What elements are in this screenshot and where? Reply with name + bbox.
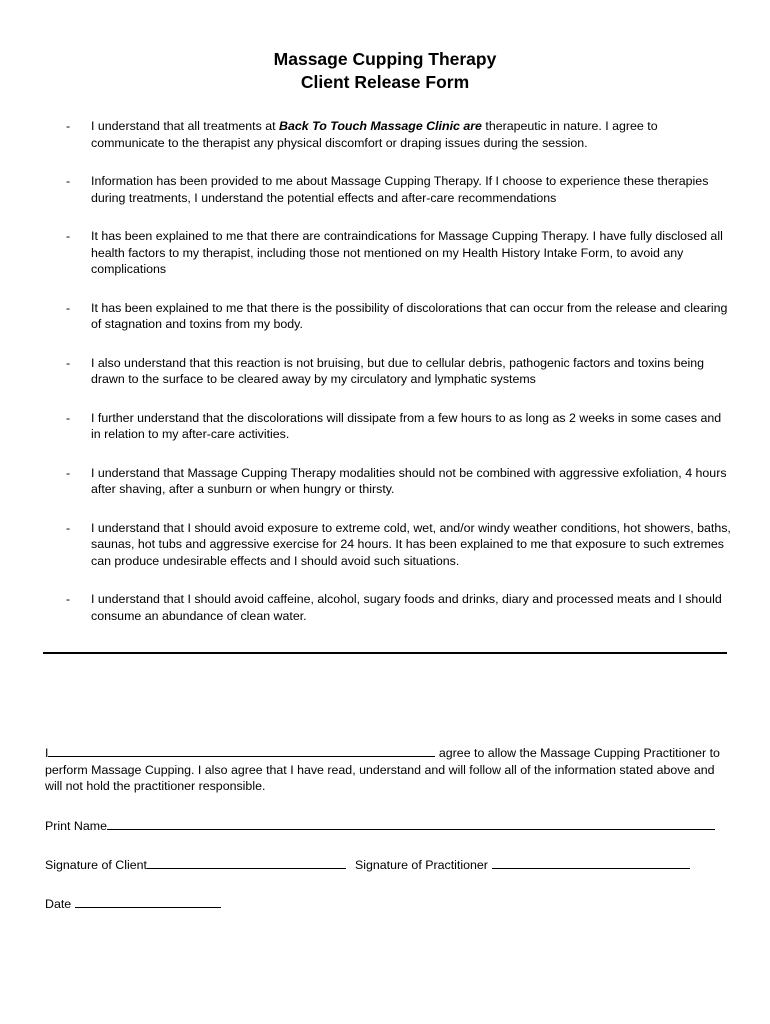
- statement-item: [0, 410, 770, 443]
- bullet-dash: -: [66, 300, 71, 315]
- statement-item: [0, 173, 770, 206]
- form-title: [0, 48, 770, 94]
- statement-item: [0, 591, 770, 624]
- bullet-dash: -: [66, 229, 71, 243]
- print-name-blank[interactable]: [107, 816, 715, 830]
- date-blank[interactable]: [75, 894, 221, 908]
- client-name-blank[interactable]: [48, 743, 435, 757]
- bullet-dash: -: [66, 410, 71, 425]
- signature-row: [45, 855, 690, 874]
- statement-text: I also understand that this reaction is not bruising, but due to cellular debris, pathogenic factors and toxins being drawn to the surface to be cleared away by my circulatory and lymphatic systems: [91, 355, 705, 386]
- date-label: Date: [45, 897, 72, 911]
- bullet-dash: -: [66, 520, 71, 535]
- title-line-2: Client Release Form: [300, 72, 470, 92]
- practitioner-signature-label: Signature of Practitioner: [354, 858, 488, 872]
- bullet-dash: -: [66, 355, 71, 370]
- section-divider: [43, 652, 727, 654]
- statement-item: [0, 520, 770, 570]
- statement-item: [0, 300, 770, 333]
- statement-item: [0, 465, 770, 498]
- date-row: [45, 894, 221, 913]
- statement-text: I further understand that the discolorations will dissipate from a few hours to as long as 2 weeks in some cases and in relation to my after-care activities.: [91, 410, 722, 441]
- statement-item: [0, 228, 770, 278]
- statement-text: I understand that I should avoid exposure to extreme cold, wet, and/or windy weather conditions, hot showers, baths, saunas, hot tubs and aggressive exercise for 24 hours. It has been explained to me that exposure to such extremes can produce undesirable effects and I should avoid such situations.: [91, 520, 731, 568]
- bullet-dash: -: [66, 119, 71, 133]
- statement-text: I understand that Massage Cupping Therapy modalities should not be combined with aggressive exfoliation, 4 hours after shaving, after a sunburn or when hungry or thirsty.: [91, 465, 727, 496]
- statement-text: It has been explained to me that there is the possibility of discolorations that can occur from the release and clearing of stagnation and toxins from my body.: [91, 300, 728, 331]
- agreement-paragraph: [45, 743, 735, 795]
- title-line-1: Massage Cupping Therapy: [273, 49, 497, 69]
- bullet-dash: -: [66, 174, 71, 188]
- statement-text: Information has been provided to me about Massage Cupping Therapy. If I choose to experience these therapies during treatments, I understand the potential effects and after-care recommendations: [91, 174, 709, 205]
- client-signature-blank[interactable]: [147, 855, 346, 869]
- statement-item: [0, 355, 770, 388]
- practitioner-signature-blank[interactable]: [492, 855, 690, 869]
- statement-list: [0, 118, 770, 646]
- bullet-dash: -: [66, 465, 71, 480]
- statement-text: It has been explained to me that there are contraindications for Massage Cupping Therapy. I have fully disclosed all health factors to my therapist, including those not mentioned on my Health History Intake Form, to avoid any complications: [91, 229, 723, 276]
- print-name-label: Print Name: [45, 819, 107, 833]
- bullet-dash: -: [66, 592, 71, 606]
- client-signature-label: Signature of Client: [45, 858, 147, 872]
- statement-text: I understand that all treatments at Back To Touch Massage Clinic are therapeutic in nature. I agree to communicate to the therapist any physical discomfort or draping issues during the session.: [91, 119, 658, 150]
- agreement-prefix: I: [45, 746, 49, 760]
- print-name-row: [45, 816, 715, 835]
- statement-text: I understand that I should avoid caffeine, alcohol, sugary foods and drinks, diary and processed meats and I should consume an abundance of clean water.: [91, 592, 722, 623]
- clinic-name: Back To Touch Massage Clinic are: [279, 119, 482, 133]
- statement-item: [0, 118, 770, 151]
- agreement-text: agree to allow the Massage Cupping Practitioner to perform Massage Cupping. I also agree that I have read, understand and will follow all of the information stated above and will not hold the practitioner responsible.: [45, 746, 720, 793]
